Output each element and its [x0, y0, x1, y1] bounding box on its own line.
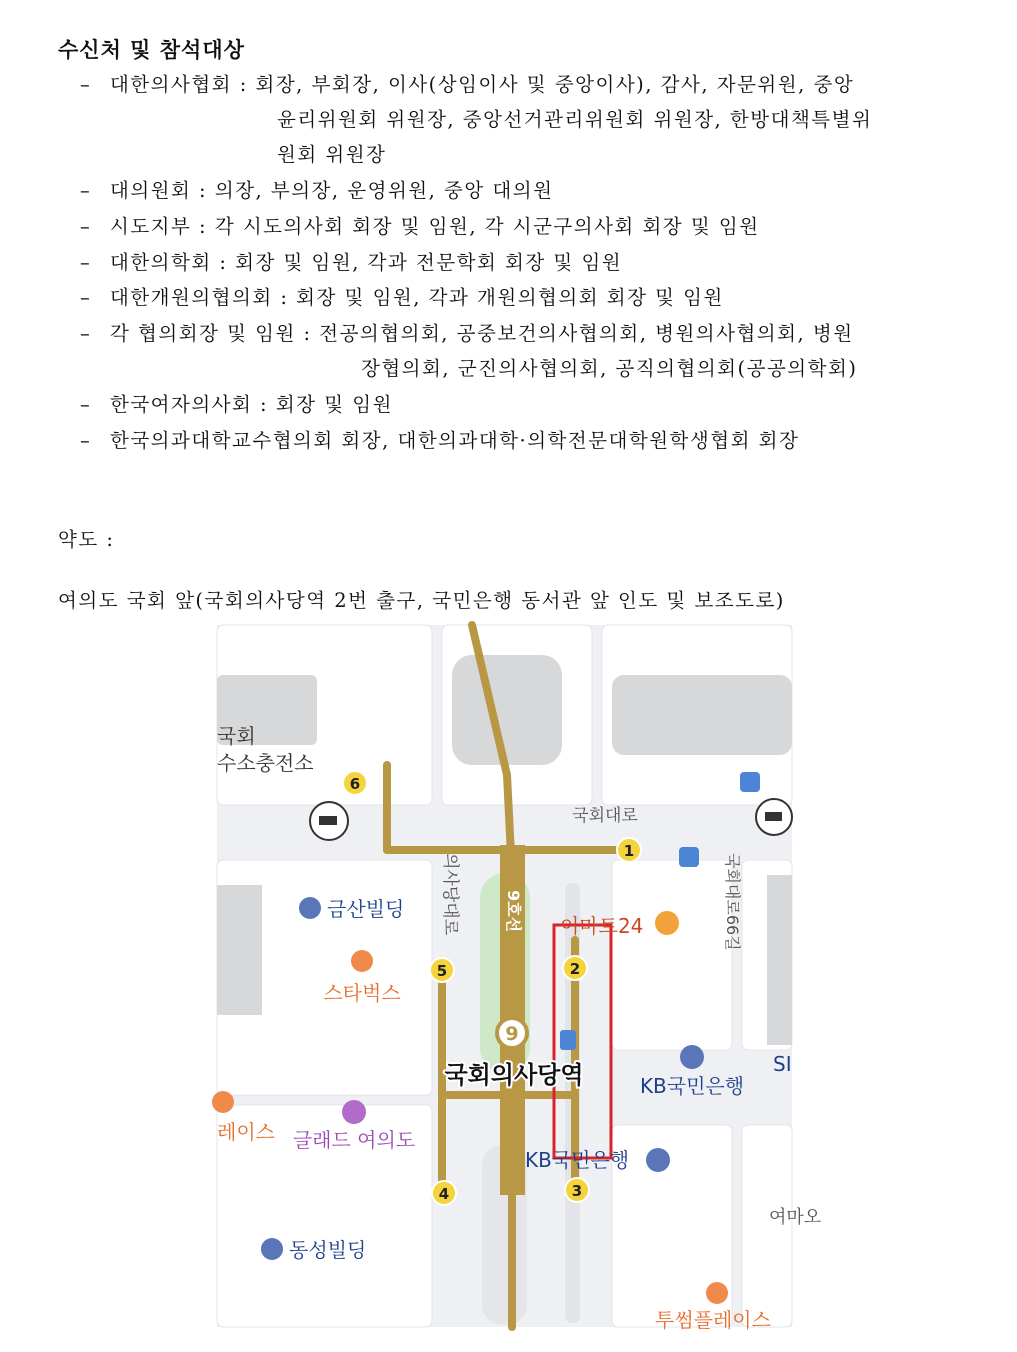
place-gukhoe: 국회 [217, 724, 256, 748]
location-description: 여의도 국회 앞(국회의사당역 2번 출구, 국민은행 동서관 앞 인도 및 보조도로) [58, 589, 785, 612]
svg-text:6: 6 [349, 775, 361, 793]
svg-text:3: 3 [571, 1182, 583, 1200]
recipient-text: 대의원회 : 의장, 부의장, 운영위원, 중앙 대의원 [110, 179, 554, 202]
line-9-number: 9 [505, 1023, 519, 1045]
road-gukhoe-daero: 국회대로 [572, 806, 638, 826]
recipient-text: 각 협의회장 및 임원 : 전공의협의회, 공중보건의사협의회, 병원의사협의회, 병원 [110, 322, 854, 345]
cctv-icon [756, 799, 792, 835]
recipient-text-cont: 장협의회, 군진의사협의회, 공직의협의회(공공의학회) [361, 357, 858, 380]
dash-bullet: – [80, 429, 92, 452]
recipient-item [80, 387, 393, 423]
recipient-item [80, 209, 760, 245]
line-9-label: 9호선 [504, 890, 523, 933]
recipient-text: 한국여자의사회 : 회장 및 임원 [110, 393, 393, 416]
road-gukhoe-daero-66gil: 국회대로66길 [723, 853, 742, 951]
station-name: 국회의사당역 [444, 1061, 584, 1089]
dash-bullet: – [80, 322, 92, 345]
cctv-icon [310, 802, 348, 840]
recipient-item [80, 173, 553, 209]
recipient-item [80, 316, 854, 352]
place-lace: 레이스 [217, 1120, 275, 1144]
place-twosome: 투썸플레이스 [655, 1308, 771, 1332]
recipient-item [80, 280, 724, 316]
recipient-text: 시도지부 : 각 시도의사회 회장 및 임원, 각 시군구의사회 회장 및 임원 [110, 215, 760, 238]
recipient-item [80, 423, 799, 459]
place-starbucks: 스타벅스 [323, 981, 401, 1005]
place-kb-bank-1: KB국민은행 [639, 1074, 745, 1098]
svg-text:2: 2 [569, 960, 581, 978]
map-section-title: 약도 : [58, 528, 115, 551]
place-kb-bank-2: KB국민은행 [525, 1148, 630, 1172]
recipients-heading: 수신처 및 참석대상 [58, 38, 245, 62]
recipient-text: 한국의과대학교수협의회 회장, 대한의과대학·의학전문대학원학생협회 회장 [110, 429, 800, 452]
place-dongsung-building: 동성빌딩 [289, 1238, 367, 1262]
svg-text:1: 1 [623, 842, 635, 860]
dash-bullet: – [80, 251, 92, 274]
bus-stop-icon [560, 1030, 576, 1050]
recipient-item [80, 245, 622, 281]
svg-text:5: 5 [436, 962, 448, 980]
place-si: SI [773, 1052, 792, 1076]
dash-bullet: – [80, 215, 92, 238]
dash-bullet: – [80, 393, 92, 416]
place-glad-yeouido: 글래드 여의도 [292, 1128, 416, 1152]
dash-bullet: – [80, 179, 92, 202]
recipient-text: 대한개원의협의회 : 회장 및 임원, 각과 개원의협의회 회장 및 임원 [110, 286, 724, 309]
dash-bullet: – [80, 73, 92, 96]
road-uisadang-daero: 의사당대로 [440, 853, 460, 936]
place-hydrogen-station: 수소충전소 [217, 751, 314, 775]
dash-bullet: – [80, 286, 92, 309]
place-geumsan-building: 금산빌딩 [327, 897, 405, 921]
place-emart24: 이마트24 [560, 914, 644, 938]
recipient-text-cont: 원회 위원장 [277, 143, 387, 166]
recipient-text-cont: 윤리위원회 위원장, 중앙선거관리위원회 위원장, 한방대책특별위 [277, 108, 873, 131]
bus-stop-icon [740, 772, 760, 792]
location-map [217, 625, 822, 1332]
place-yeoma: 여마오 [769, 1207, 822, 1228]
recipient-item [80, 67, 854, 103]
svg-text:4: 4 [438, 1185, 450, 1203]
recipient-text: 대한의학회 : 회장 및 임원, 각과 전문학회 회장 및 임원 [110, 251, 623, 274]
bus-stop-icon [679, 847, 699, 867]
recipient-text: 대한의사협회 : 회장, 부회장, 이사(상임이사 및 중앙이사), 감사, 자문위원, 중앙 [110, 73, 855, 96]
